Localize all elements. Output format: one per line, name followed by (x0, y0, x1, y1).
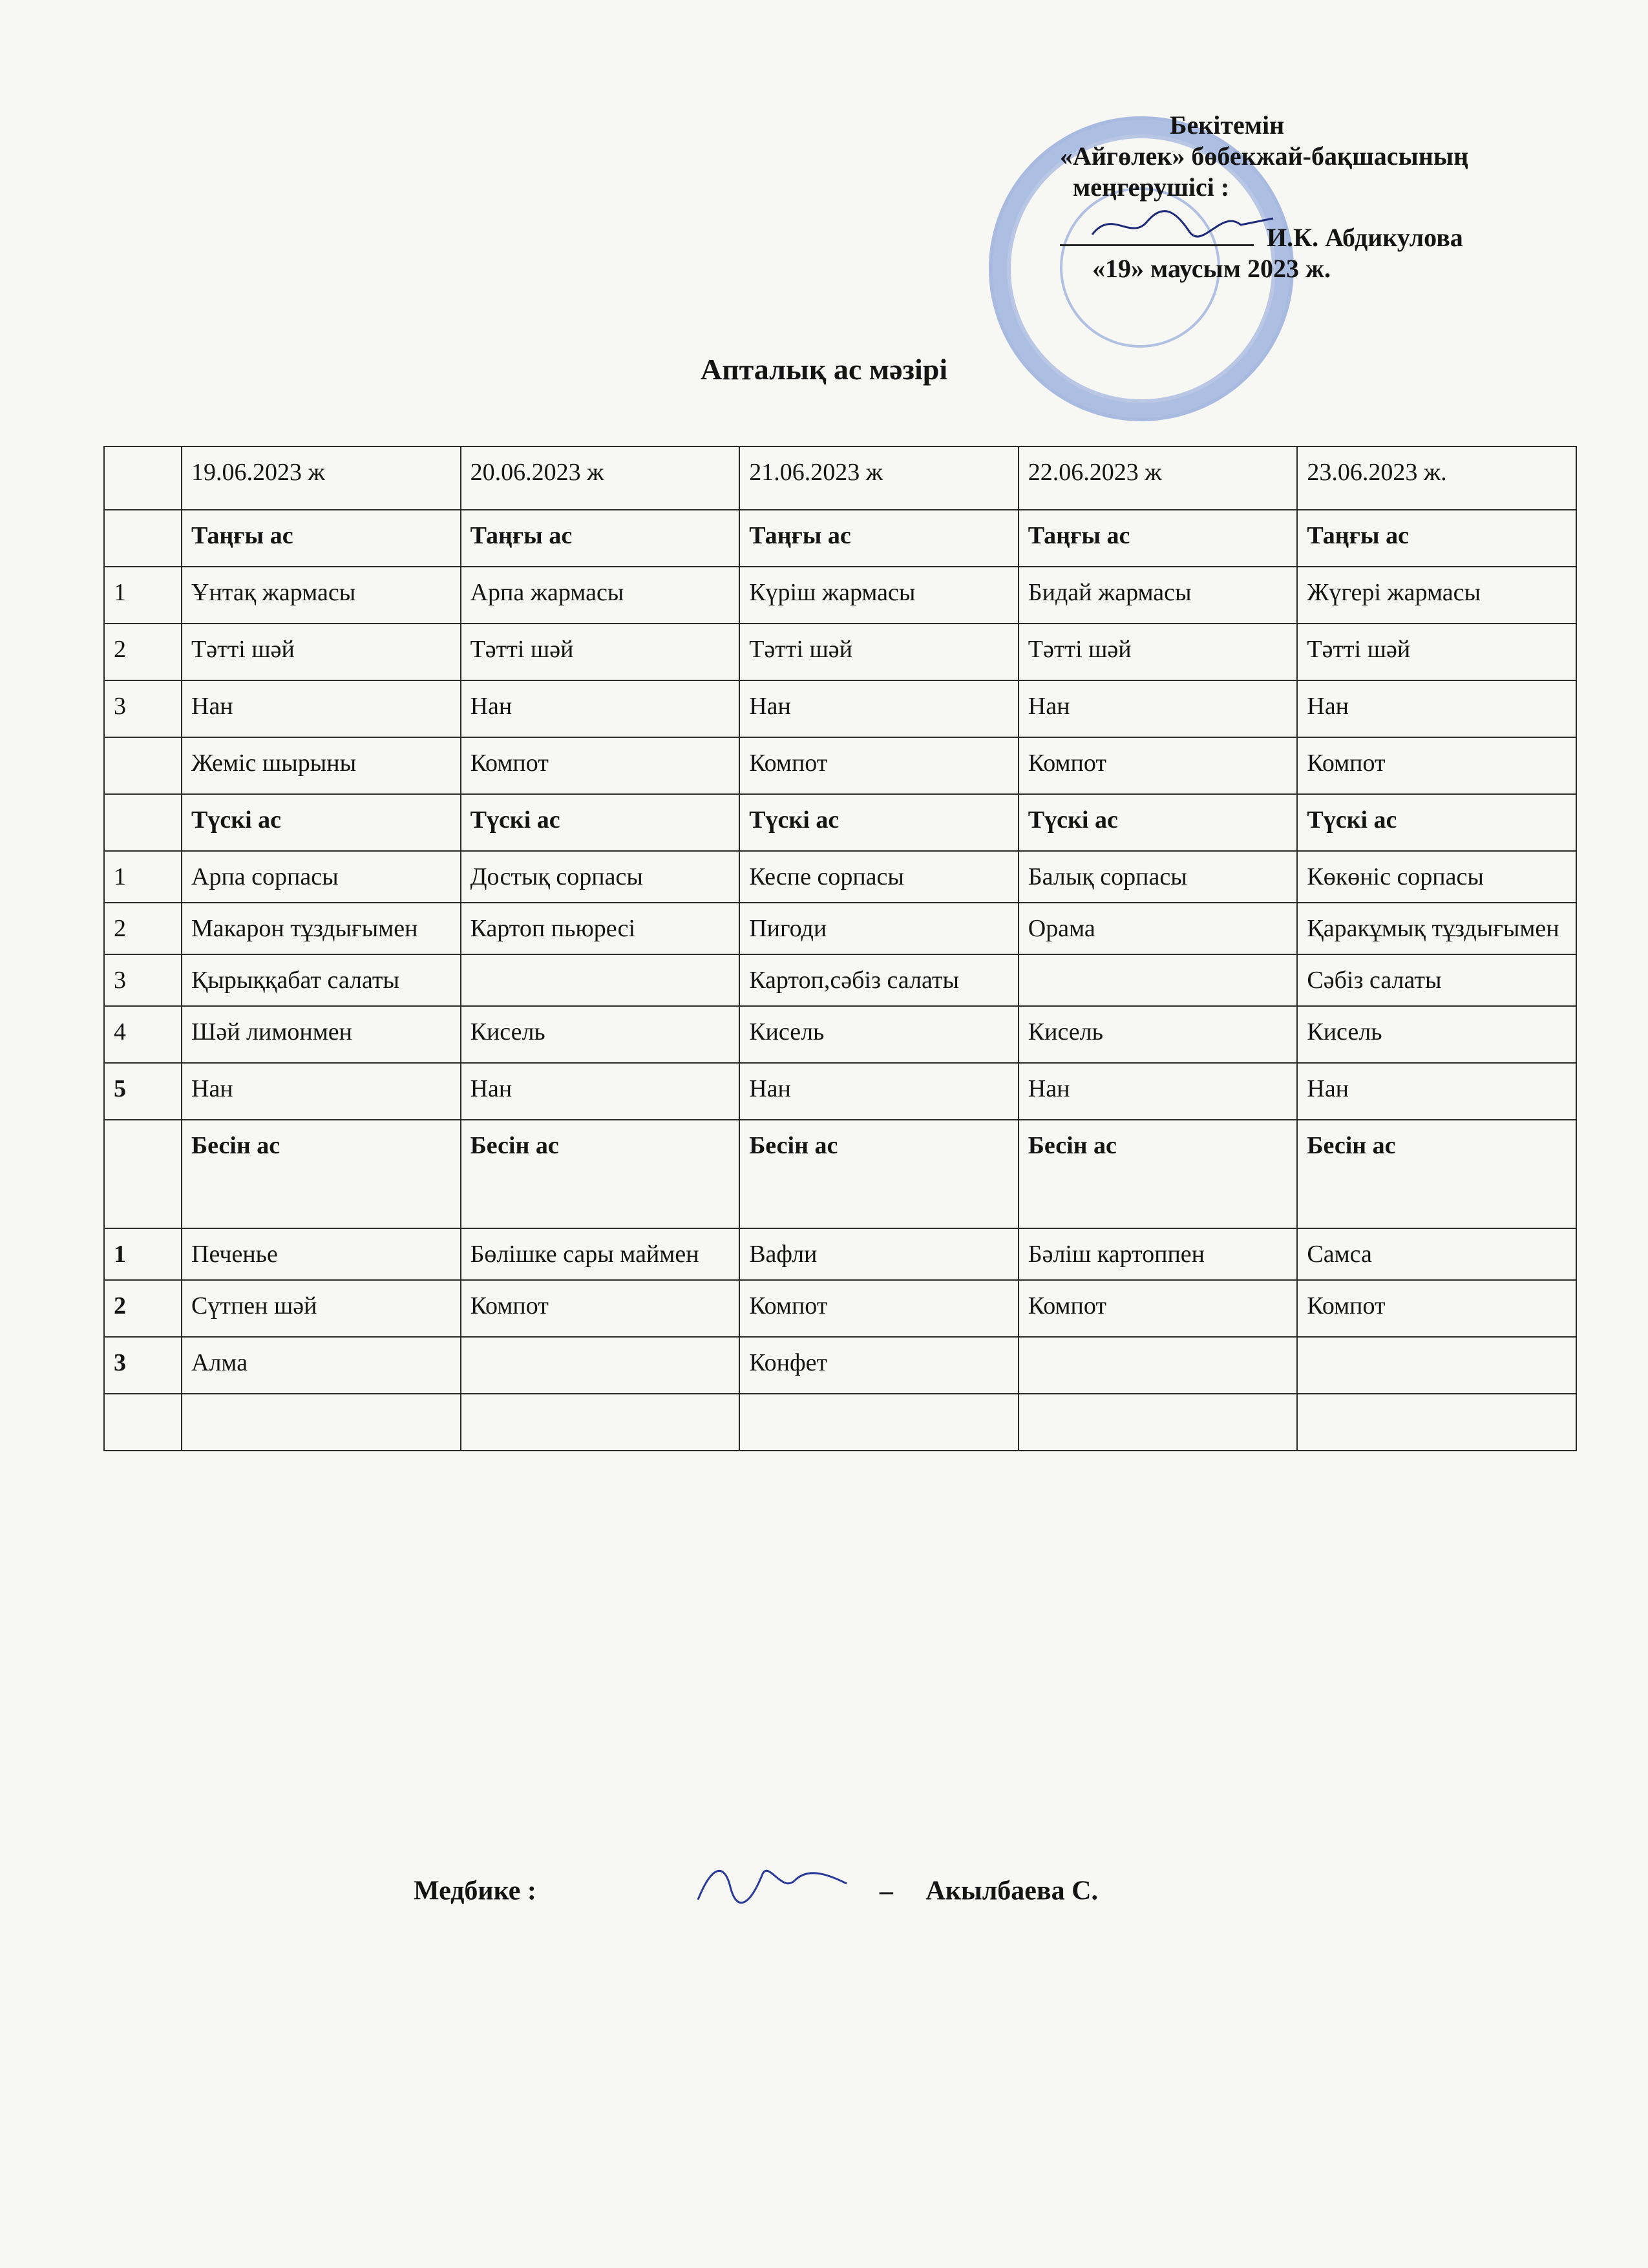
signature-dash: – (879, 1876, 893, 1906)
date-cell: 19.06.2023 ж (182, 446, 461, 510)
dish-cell: Ұнтақ жармасы (182, 567, 461, 624)
meal-label: Таңғы ас (182, 510, 461, 567)
dish-cell: Бидай жармасы (1019, 567, 1298, 624)
row-number (104, 737, 182, 794)
date-cell: 22.06.2023 ж (1019, 446, 1298, 510)
dish-cell: Печенье (182, 1228, 461, 1280)
dish-cell: Нан (461, 1063, 740, 1120)
dish-cell: Бәліш картоппен (1019, 1228, 1298, 1280)
row-number: 5 (104, 1063, 182, 1120)
dish-cell (1019, 1394, 1298, 1451)
meal-label: Бесін ас (182, 1120, 461, 1228)
dish-cell (461, 1394, 740, 1451)
dish-cell: Компот (1297, 737, 1576, 794)
meal-label: Түскі ас (739, 794, 1019, 851)
snack-header-row (104, 1120, 1576, 1228)
dish-cell: Компот (739, 1280, 1019, 1337)
dish-cell: Кеспе сорпасы (739, 851, 1019, 903)
dish-cell: Пигоди (739, 903, 1019, 954)
dish-cell: Кисель (1297, 1006, 1576, 1063)
table-row (104, 903, 1576, 954)
dish-cell: Нан (182, 1063, 461, 1120)
dish-cell (739, 1394, 1019, 1451)
breakfast-header-row (104, 510, 1576, 567)
row-number: 1 (104, 567, 182, 624)
dish-cell: Қырыққабат салаты (182, 954, 461, 1006)
row-number: 3 (104, 954, 182, 1006)
dish-cell: Нан (739, 680, 1019, 737)
table-row (104, 851, 1576, 903)
dish-cell: Вафли (739, 1228, 1019, 1280)
director-name: И.К. Абдикулова (1267, 223, 1463, 252)
dish-cell: Нан (1019, 680, 1298, 737)
dish-cell (461, 1337, 740, 1394)
approval-signature-line (1060, 222, 1629, 253)
dish-cell (182, 1394, 461, 1451)
meal-label: Бесін ас (1297, 1120, 1576, 1228)
meal-label: Түскі ас (1019, 794, 1298, 851)
meal-label: Бесін ас (739, 1120, 1019, 1228)
weekly-menu-table (103, 446, 1577, 1451)
meal-label: Таңғы ас (461, 510, 740, 567)
dish-cell: Қаракұмық тұздығымен (1297, 903, 1576, 954)
dish-cell: Көкөніс сорпасы (1297, 851, 1576, 903)
meal-header-spacer (104, 1120, 182, 1228)
meal-label: Таңғы ас (739, 510, 1019, 567)
lunch-header-row (104, 794, 1576, 851)
dish-cell: Шәй лимонмен (182, 1006, 461, 1063)
dish-cell: Нан (182, 680, 461, 737)
dish-cell: Тәтті шәй (739, 624, 1019, 680)
dish-cell (461, 954, 740, 1006)
dish-cell: Арпа сорпасы (182, 851, 461, 903)
dish-cell: Компот (1297, 1280, 1576, 1337)
corner-cell (104, 446, 182, 510)
dish-cell: Сүтпен шәй (182, 1280, 461, 1337)
table-row (104, 1006, 1576, 1063)
dish-cell: Компот (1019, 737, 1298, 794)
row-number: 1 (104, 1228, 182, 1280)
dish-cell: Конфет (739, 1337, 1019, 1394)
dish-cell: Бөлішке сары маймен (461, 1228, 740, 1280)
dish-cell (1019, 1337, 1298, 1394)
dish-cell: Достық сорпасы (461, 851, 740, 903)
meal-label: Түскі ас (1297, 794, 1576, 851)
director-signature-icon (1086, 205, 1280, 244)
approval-date: «19» маусым 2023 ж. (1092, 254, 1331, 283)
table-row (104, 737, 1576, 794)
dish-cell (1297, 1394, 1576, 1451)
dish-cell: Нан (1297, 680, 1576, 737)
nurse-signature (685, 1874, 853, 1913)
dish-cell: Нан (739, 1063, 1019, 1120)
dish-cell: Алма (182, 1337, 461, 1394)
row-number: 2 (104, 624, 182, 680)
nurse-signature-block (414, 1874, 1098, 1913)
table-row (104, 1280, 1576, 1337)
dish-cell: Компот (461, 737, 740, 794)
meal-label: Таңғы ас (1019, 510, 1298, 567)
dish-cell: Тәтті шәй (1019, 624, 1298, 680)
table-row (104, 1063, 1576, 1120)
dish-cell: Күріш жармасы (739, 567, 1019, 624)
dish-cell: Картоп пьюресі (461, 903, 740, 954)
meal-header-spacer (104, 794, 182, 851)
dish-cell: Нан (1019, 1063, 1298, 1120)
meal-label: Бесін ас (1019, 1120, 1298, 1228)
date-cell: 21.06.2023 ж (739, 446, 1019, 510)
dish-cell: Макарон тұздығымен (182, 903, 461, 954)
row-number: 3 (104, 680, 182, 737)
dish-cell: Балық сорпасы (1019, 851, 1298, 903)
nurse-name: Акылбаева С. (925, 1876, 1098, 1906)
dish-cell: Кисель (1019, 1006, 1298, 1063)
dish-cell: Нан (1297, 1063, 1576, 1120)
date-cell: 23.06.2023 ж. (1297, 446, 1576, 510)
row-number (104, 1394, 182, 1451)
approval-block (1060, 110, 1629, 284)
dish-cell: Нан (461, 680, 740, 737)
dish-cell (1297, 1337, 1576, 1394)
page-title: Апталық ас мәзірі (700, 353, 948, 386)
row-number: 2 (104, 1280, 182, 1337)
row-number: 3 (104, 1337, 182, 1394)
meal-label: Бесін ас (461, 1120, 740, 1228)
approval-organization: «Айгөлек» бөбекжай-бақшасының (1060, 142, 1469, 171)
dish-cell: Компот (739, 737, 1019, 794)
dish-cell: Самса (1297, 1228, 1576, 1280)
table-row (104, 567, 1576, 624)
meal-header-spacer (104, 510, 182, 567)
table-row (104, 680, 1576, 737)
dish-cell: Арпа жармасы (461, 567, 740, 624)
dish-cell (1019, 954, 1298, 1006)
row-number: 4 (104, 1006, 182, 1063)
approval-position: меңгерушісі : (1073, 173, 1230, 202)
dish-cell: Кисель (739, 1006, 1019, 1063)
dish-cell: Тәтті шәй (1297, 624, 1576, 680)
dish-cell: Кисель (461, 1006, 740, 1063)
date-header-row (104, 446, 1576, 510)
meal-label: Түскі ас (461, 794, 740, 851)
table-row (104, 624, 1576, 680)
dish-cell: Сәбіз салаты (1297, 954, 1576, 1006)
approval-heading: Бекітемін (1170, 110, 1285, 140)
dish-cell: Картоп,сәбіз салаты (739, 954, 1019, 1006)
dish-cell: Компот (1019, 1280, 1298, 1337)
table-row (104, 1394, 1576, 1451)
dish-cell: Орама (1019, 903, 1298, 954)
table-row (104, 1228, 1576, 1280)
date-cell: 20.06.2023 ж (461, 446, 740, 510)
meal-label: Таңғы ас (1297, 510, 1576, 567)
dish-cell: Жеміс шырыны (182, 737, 461, 794)
director-signature (1060, 225, 1254, 246)
dish-cell: Тәтті шәй (182, 624, 461, 680)
dish-cell: Компот (461, 1280, 740, 1337)
dish-cell: Жүгері жармасы (1297, 567, 1576, 624)
nurse-role: Медбике : (414, 1876, 536, 1906)
row-number: 1 (104, 851, 182, 903)
dish-cell: Тәтті шәй (461, 624, 740, 680)
nurse-signature-icon (685, 1854, 853, 1913)
table-row (104, 954, 1576, 1006)
row-number: 2 (104, 903, 182, 954)
meal-label: Түскі ас (182, 794, 461, 851)
table-row (104, 1337, 1576, 1394)
